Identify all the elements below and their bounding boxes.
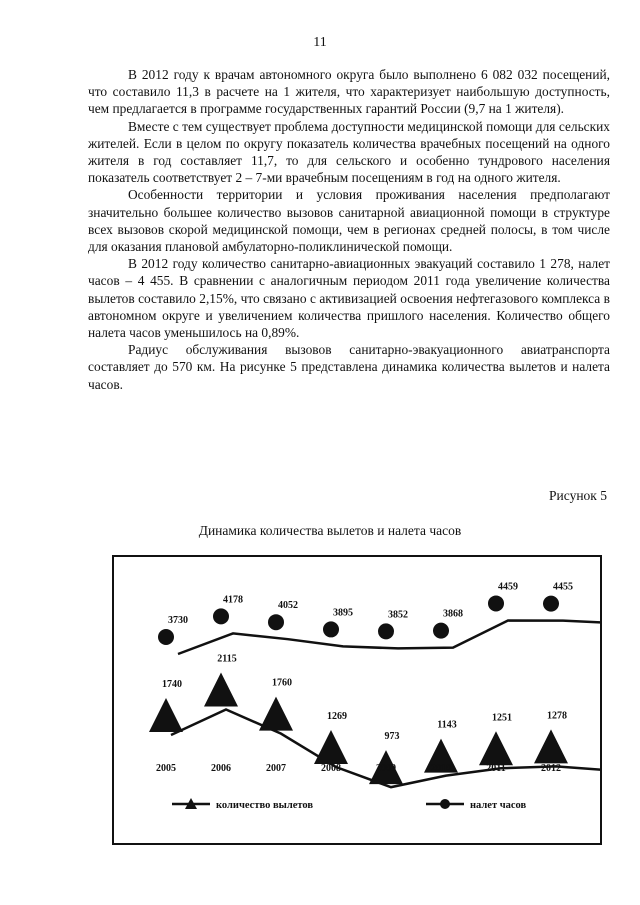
legend-label: налет часов	[470, 800, 527, 811]
body-text	[88, 66, 610, 393]
paragraph: В 2012 году к врачам автономного округа было выполнено 6 082 032 посещений, что составило 11,3 в расчете на 1 жителя, что характеризует наибольшую доступность, чем предлагается в программе государственных гарантий России (9,7 на 1 жителя).	[88, 67, 610, 117]
x-tick-label: 2010	[431, 763, 451, 774]
flights-point-marker	[149, 698, 183, 732]
legend-label: количество вылетов	[216, 800, 314, 811]
x-tick-label: 2008	[321, 763, 341, 774]
hours-point-marker	[433, 623, 449, 639]
paragraph: В 2012 году количество санитарно-авиационных эвакуаций составило 1 278, налет часов – 4 455. В сравнении с аналогичным периодом 2011 года увеличение количества вылетов составило 2,15%, что связано с активизацией освоения нефтегазового комплекса в автономном округе и увеличением количества пришлого населения. Количество общего налета часов уменьшилось на 0,89%.	[88, 256, 610, 341]
flights-data-label: 1143	[437, 719, 457, 731]
flights-point-marker	[314, 730, 348, 764]
hours-point-marker	[213, 608, 229, 624]
hours-data-label: 3868	[443, 608, 463, 620]
chart	[114, 557, 600, 843]
x-tick-label: 2012	[541, 763, 561, 774]
x-tick-label: 2006	[211, 763, 231, 774]
hours-point-marker	[543, 596, 559, 612]
flights-data-label: 1740	[162, 679, 182, 690]
flights-point-marker	[479, 731, 513, 765]
hours-data-label: 4052	[278, 600, 298, 612]
x-tick-label: 2005	[156, 763, 176, 774]
hours-data-label: 3895	[333, 607, 353, 619]
figure-label: Рисунок 5	[549, 488, 607, 503]
paragraph: Вместе с тем существует проблема доступности медицинской помощи для сельских жителей. Если в целом по округу показатель количества врачебных посещений на одного жителя в год составляет 11,7, то для сельского и особенно тундрового населения показатель соответствует 2 – 7-ми врачебным посещениям в год на одного жителя.	[88, 118, 610, 186]
flights-data-label: 1278	[547, 710, 567, 722]
flights-data-label: 1760	[272, 677, 292, 689]
hours-data-label: 4455	[553, 581, 573, 593]
x-tick-label: 2011	[486, 763, 506, 774]
page-number: 11	[313, 35, 327, 50]
flights-data-label: 1269	[327, 711, 347, 723]
flights-point-marker	[534, 729, 568, 763]
hours-point-marker	[158, 629, 174, 645]
flights-data-label: 2115	[217, 653, 237, 665]
flights-point-marker	[259, 697, 293, 731]
hours-data-label: 4459	[498, 581, 518, 593]
legend-circle-icon	[440, 799, 450, 809]
flights-data-label: 973	[384, 731, 400, 743]
flights-data-label: 1251	[492, 712, 512, 724]
hours-data-label: 3730	[168, 615, 188, 626]
hours-point-marker	[323, 621, 339, 637]
flights-point-marker	[204, 673, 238, 707]
paragraph: Радиус обслуживания вызовов санитарно-эвакуационного авиатранспорта составляет до 570 км. На рисунке 5 представлена динамика количества вылетов и налета часов.	[88, 342, 610, 392]
paragraph: Особенности территории и условия проживания населения предполагают значительно большее количество вызовов санитарной авиационной помощи в структуре всех вызовов скорой медицинской помощи, чем в регионах средней полосы, в том числе для оказания плановой амбулаторно-поликлинической помощи.	[88, 187, 610, 255]
chart-frame	[112, 555, 602, 845]
hours-point-marker	[268, 614, 284, 630]
hours-data-label: 3852	[388, 609, 408, 621]
hours-point-marker	[378, 623, 394, 639]
x-tick-label: 2007	[266, 763, 286, 774]
x-tick-label: 2009	[376, 763, 396, 774]
hours-data-label: 4178	[223, 594, 243, 606]
chart-title: Динамика количества вылетов и налета часов	[198, 523, 462, 538]
hours-point-marker	[488, 595, 504, 611]
